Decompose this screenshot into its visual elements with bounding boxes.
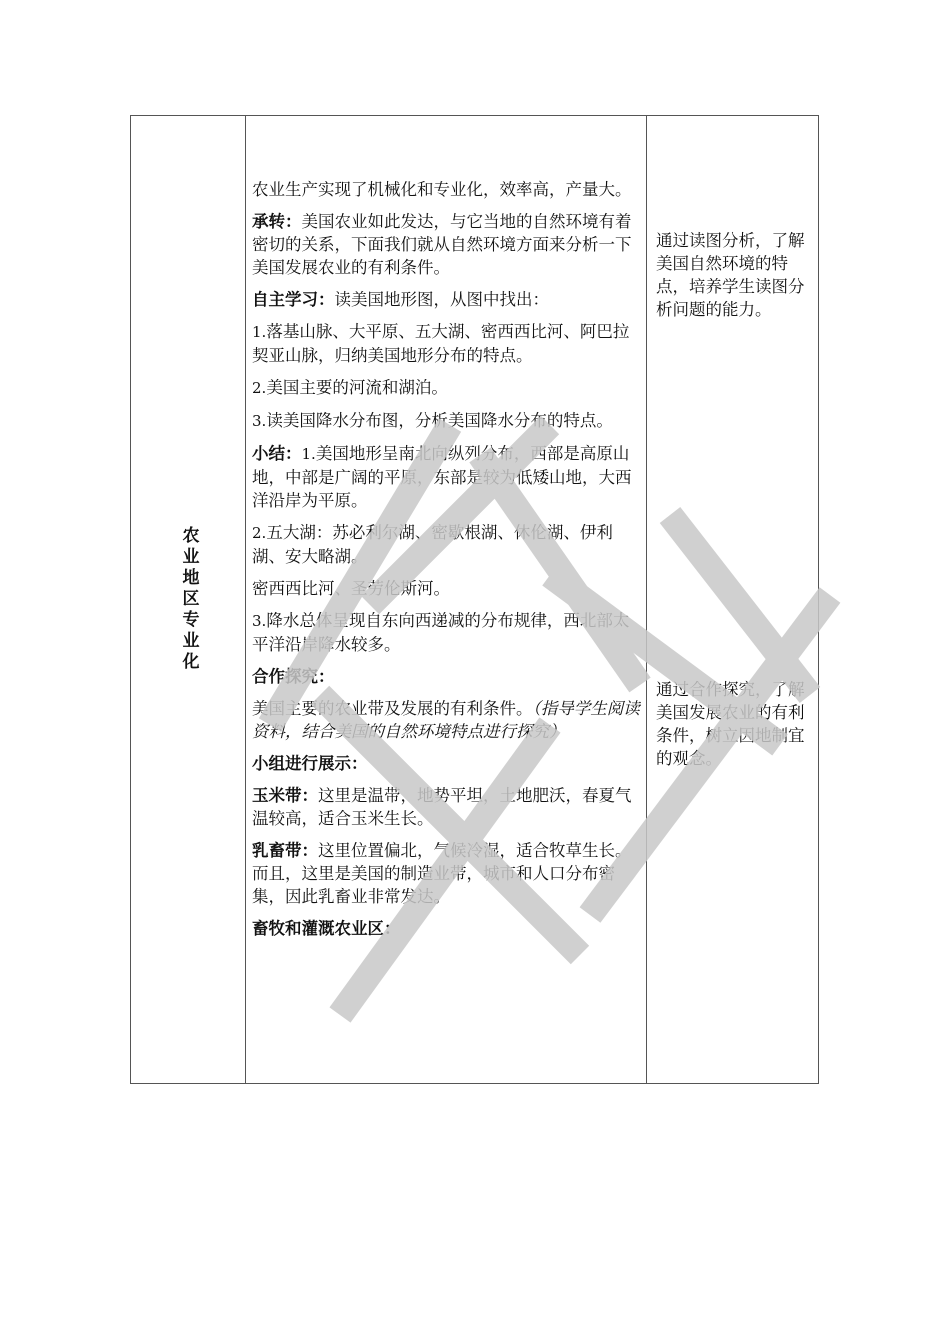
paragraph: 小结：1.美国地形呈南北向纵列分布，西部是高原山地，中部是广阔的平原，东部是较为低矮山地，大西洋沿岸为平原。 [252, 444, 632, 510]
paragraph: 承转：美国农业如此发达，与它当地的自然环境有着密切的关系，下面我们就从自然环境方面来分析一下美国发展农业的有利条件。 [252, 212, 632, 277]
list-item: 2.美国主要的河流和湖泊。 [252, 378, 448, 397]
paragraph: 农业生产实现了机械化和专业化，效率高，产量大。 [252, 180, 632, 199]
heading: 畜牧和灌溉农业区： [252, 919, 401, 938]
design-intent-1: 通过读图分析，了解美国自然环境的特点，培养学生读图分析问题的能力。 [656, 231, 805, 319]
heading: 合作探究： [252, 667, 335, 686]
paragraph: 乳畜带：这里位置偏北，气候冷湿，适合牧草生长。而且，这里是美国的制造业带，城市和人口分布密集，因此乳畜业非常发达。 [252, 841, 632, 906]
list-item: 3.降水总体呈现自东向西递减的分布规律，西北部太平洋沿岸降水较多。 [252, 611, 630, 654]
heading: 小组进行展示： [252, 754, 368, 773]
paragraph: 玉米带：这里是温带，地势平坦，土地肥沃，春夏气温较高，适合玉米生长。 [252, 786, 632, 828]
column-divider [245, 116, 246, 1083]
paragraph: 自主学习：读美国地形图，从图中找出： [252, 290, 549, 309]
section-cell [131, 116, 245, 1083]
content-cell [252, 178, 644, 949]
lesson-table [130, 115, 819, 1084]
list-item: 1.落基山脉、大平原、五大湖、密西西比河、阿巴拉契亚山脉，归纳美国地形分布的特点。 [252, 322, 630, 365]
list-item: 3.读美国降水分布图，分析美国降水分布的特点。 [252, 411, 613, 430]
section-label: 农业地区专业化 [178, 526, 199, 673]
paragraph: 密西西比河、圣劳伦斯河。 [252, 579, 450, 598]
paragraph: 美国主要的农业带及发展的有利条件。（指导学生阅读资料，结合美国的自然环境特点进行探究） [252, 699, 640, 741]
column-divider [646, 116, 647, 1083]
list-item: 2.五大湖：苏必利尔湖、密歇根湖、休伦湖、伊利湖、安大略湖。 [252, 523, 613, 566]
design-intent-2: 通过合作探究，了解美国发展农业的有利条件，树立因地制宜的观念。 [656, 680, 805, 768]
